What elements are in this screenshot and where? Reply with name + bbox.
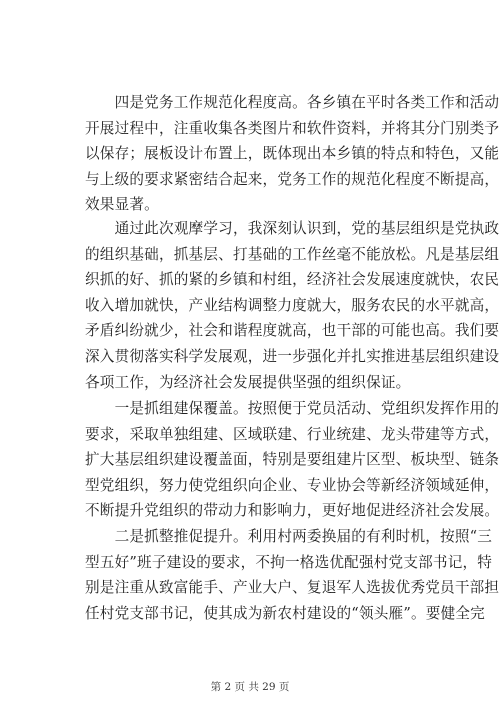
text-line: 型五好”班子建设的要求，不拘一格选优配强村党支部书记，特: [85, 553, 493, 571]
text-line: 织抓的好、抓的紧的乡镇和村组，经济社会发展速度就快，农民: [85, 271, 500, 289]
text-line: 别是注重从致富能手、产业大户、复退军人选拔优秀党员干部担: [85, 579, 500, 597]
text-line: 的组织基础，抓基层、打基础的工作丝毫不能放松。凡是基层组: [85, 245, 500, 263]
text-line: 以保存；展板设计布置上，既体现出本乡镇的特点和特色，又能: [85, 145, 500, 163]
paragraph-party-affairs-standardization: [85, 90, 500, 218]
text-line: 不断提升党组织的带动力和影响力，更好地促进经济社会发展。: [85, 502, 500, 520]
text-line: 要求，采取单独组建、区域联建、行业统建、龙头带建等方式，: [85, 425, 500, 443]
paragraph-rectification-promotion: [85, 524, 500, 626]
page-footer: 第 2 页 共 29 页: [210, 681, 290, 693]
paragraph-study-reflection: [85, 216, 500, 395]
text-line: 矛盾纠纷就少，社会和谐程度就高，也干部的可能也高。我们要: [85, 322, 500, 340]
text-line: 通过此次观摩学习，我深刻认识到，党的基层组织是党执政: [85, 220, 500, 237]
text-line: 收入增加就快，产业结构调整力度就大，服务农民的水平就高，: [85, 296, 500, 314]
text-line: 开展过程中，注重收集各类图片和软件资料，并将其分门别类予: [85, 119, 500, 137]
text-line: 一是抓组建保覆盖。按照便于党员活动、党组织发挥作用的: [85, 400, 500, 417]
text-line: 与上级的要求紧密结合起来，党务工作的规范化程度不断提高，: [85, 170, 500, 188]
text-line: 二是抓整推促提升。利用村两委换届的有利时机，按照“三: [85, 528, 493, 545]
text-line: 四是党务工作规范化程度高。各乡镇在平时各类工作和活动: [85, 94, 500, 111]
paragraph-organization-coverage: [85, 396, 500, 524]
text-line: 各项工作，为经济社会发展提供坚强的组织保证。: [85, 373, 411, 391]
text-line: 深入贯彻落实科学发展观，进一步强化并扎实推进基层组织建设: [85, 347, 500, 365]
text-line: 效果显著。: [85, 196, 159, 214]
text-line: 任村党支部书记，使其成为新农村建设的“领头雁”。要健全完: [85, 604, 485, 622]
text-line: 型党组织，努力使党组织向企业、专业协会等新经济领域延伸，: [85, 476, 500, 494]
text-line: 扩大基层组织建设覆盖面，特别是要组建片区型、板块型、链条: [85, 451, 500, 469]
